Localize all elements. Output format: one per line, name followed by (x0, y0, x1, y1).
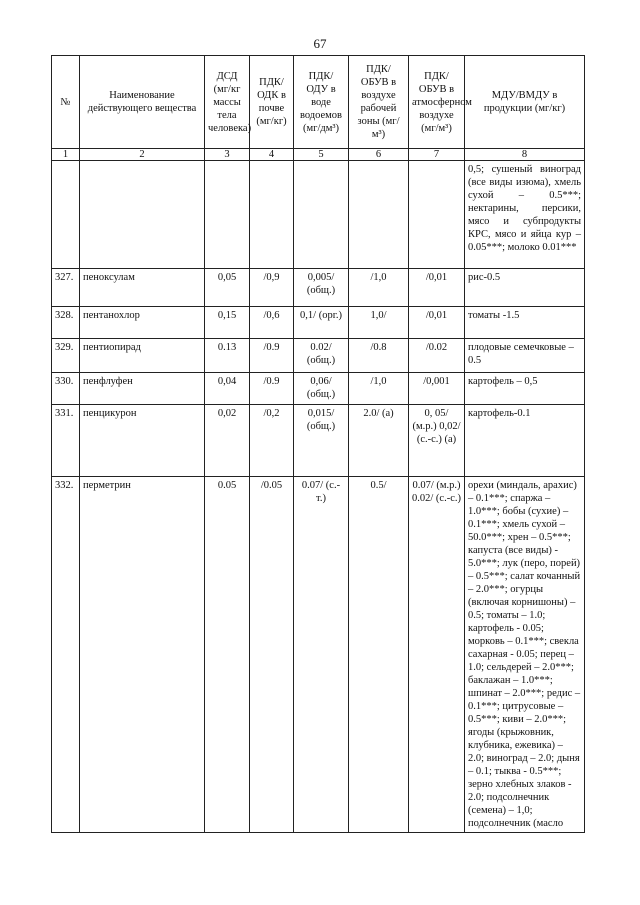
work-air-value: 2.0/ (а) (349, 405, 409, 477)
column-number-row (52, 149, 585, 161)
table-row (52, 373, 585, 405)
substance-name: пентанохлор (80, 307, 205, 339)
row-number: 329. (52, 339, 80, 373)
dsd-value: 0,04 (205, 373, 250, 405)
header-name: Наименование действующего вещества (80, 56, 205, 149)
row-number: 332. (52, 477, 80, 833)
header-obuv-work: ПДК/ ОБУВ в воздухе рабочей зоны (мг/м³) (349, 56, 409, 149)
atm-air-value: /0.02 (409, 339, 465, 373)
substance-name: пенцикурон (80, 405, 205, 477)
mdu-value: томаты -1.5 (465, 307, 585, 339)
atm-air-value: /0,01 (409, 269, 465, 307)
header-mdu: МДУ/ВМДУ в продукции (мг/кг) (465, 56, 585, 149)
column-number: 4 (250, 149, 294, 161)
dsd-value: 0,02 (205, 405, 250, 477)
work-air-value: /1,0 (349, 373, 409, 405)
substance-name: перметрин (80, 477, 205, 833)
odk-value: /0.05 (250, 477, 294, 833)
row-number: 330. (52, 373, 80, 405)
header-dsd: ДСД (мг/кг массы тела человека) (205, 56, 250, 149)
odu-value: 0.02/ (общ.) (294, 339, 349, 373)
column-number: 1 (52, 149, 80, 161)
substance-name: пенфлуфен (80, 373, 205, 405)
atm-air-value: /0,01 (409, 307, 465, 339)
header-pdk-odu: ПДК/ ОДУ в воде водоемов (мг/дм³) (294, 56, 349, 149)
column-number: 2 (80, 149, 205, 161)
atm-air-value: 0.07/ (м.р.) 0.02/ (с.-с.) (409, 477, 465, 833)
atm-air-value: 0, 05/ (м.р.) 0,02/ (с.-с.) (а) (409, 405, 465, 477)
table-row (52, 307, 585, 339)
table-row (52, 269, 585, 307)
work-air-value: /0.8 (349, 339, 409, 373)
row-number: 328. (52, 307, 80, 339)
header-obuv-atm: ПДК/ ОБУВ в атмосферном воздухе (мг/м³) (409, 56, 465, 149)
odk-value: /0.9 (250, 339, 294, 373)
column-number: 5 (294, 149, 349, 161)
odu-value: 0,1/ (орг.) (294, 307, 349, 339)
odk-value: /0,9 (250, 269, 294, 307)
odk-value: /0,2 (250, 405, 294, 477)
odu-value: 0,005/ (общ.) (294, 269, 349, 307)
odk-value: /0,6 (250, 307, 294, 339)
mdu-value: картофель-0.1 (465, 405, 585, 477)
header-row (52, 56, 585, 149)
mdu-value: рис-0.5 (465, 269, 585, 307)
odk-value: /0.9 (250, 373, 294, 405)
odu-value: 0,015/ (общ.) (294, 405, 349, 477)
column-number: 3 (205, 149, 250, 161)
mdu-value: картофель – 0,5 (465, 373, 585, 405)
dsd-value: 0.13 (205, 339, 250, 373)
column-number: 7 (409, 149, 465, 161)
pesticide-table (51, 55, 585, 833)
substance-name: пентиопирад (80, 339, 205, 373)
dsd-value: 0,05 (205, 269, 250, 307)
column-number: 6 (349, 149, 409, 161)
column-number: 8 (465, 149, 585, 161)
mdu-value: плодовые семечковые – 0.5 (465, 339, 585, 373)
dsd-value: 0,15 (205, 307, 250, 339)
work-air-value: 0.5/ (349, 477, 409, 833)
table-row (52, 339, 585, 373)
odu-value: 0,06/ (общ.) (294, 373, 349, 405)
continuation-row (52, 161, 585, 269)
row-number: 331. (52, 405, 80, 477)
work-air-value: /1,0 (349, 269, 409, 307)
continuation-mdu: 0,5; сушеный виноград (все виды изюма), хмель сухой – 0.5***; нектарины, персики, мясо и субпродукты КРС, мясо и яйца кур – 0.05***; молоко 0.01*** (465, 161, 585, 269)
table-row (52, 405, 585, 477)
dsd-value: 0.05 (205, 477, 250, 833)
header-pdk-odk: ПДК/ ОДК в почве (мг/кг) (250, 56, 294, 149)
page-number: 67 (313, 36, 327, 51)
odu-value: 0.07/ (с.-т.) (294, 477, 349, 833)
mdu-value: орехи (миндаль, арахис) – 0.1***; спаржа – 1.0***; бобы (сухие) – 0.1***; хмель сухой – 50.0***; хрен – 0.5***; капуста (все виды) - 5.0***; лук (перо, порей) – 0.5***; салат кочанный – 2.0***; огурцы (включая корнишоны) – 0.5; томаты – 1.0; картофель - 0.05; морковь – 0.1***; свекла сахарная - 0.05; перец – 1.0; сельдерей – 2.0***; баклажан – 1.0***; шпинат – 2.0***; редис – 0.1***; цитрусовые – 0.5***; киви – 2.0***; ягоды (крыжовник, клубника, ежевика) – 2.0; виноград – 2.0; дыня – 0.1; тыква - 0.5***; зерно хлебных злаков - 2.0; подсолнечник (семена) – 1,0; подсолнечник (масло (465, 477, 585, 833)
table-row (52, 477, 585, 833)
row-number: 327. (52, 269, 80, 307)
header-no: № (52, 56, 80, 149)
work-air-value: 1,0/ (349, 307, 409, 339)
substance-name: пеноксулам (80, 269, 205, 307)
atm-air-value: /0,001 (409, 373, 465, 405)
